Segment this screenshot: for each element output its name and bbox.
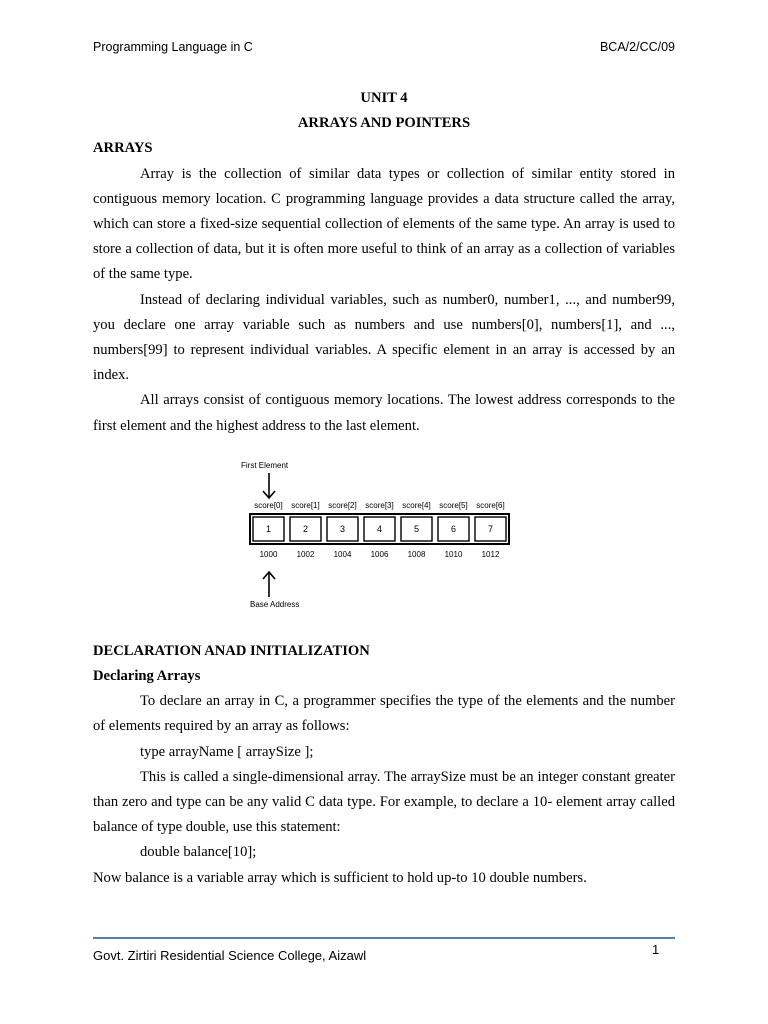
array-cell-address: 1000 (259, 549, 278, 559)
first-element-label: First Element (241, 460, 289, 470)
code-line-balance: double balance[10]; (140, 844, 257, 861)
declaring-paragraph-3: Now balance is a variable array which is sufficient to hold up-to 10 double numbers. (93, 869, 587, 886)
page-number: 1 (652, 942, 660, 957)
array-cell-value: 5 (413, 523, 420, 534)
header-course-title: Programming Language in C (93, 40, 253, 54)
footer-divider (93, 937, 675, 939)
unit-subtitle: ARRAYS AND POINTERS (297, 115, 471, 132)
arrays-paragraph-1: Array is the collection of similar data types or collection of similar entity stored in contiguous memory location. C programming language provides a data structure called the array, which can store a fixed-size sequential collection of elements of the same type. An array is used to store a collection of data, but it is often more useful to think of an array as a collection of variables of the same type. (93, 165, 675, 283)
header-course-code: BCA/2/CC/09 (599, 40, 675, 54)
array-cell-address: 1008 (407, 549, 426, 559)
array-cell-index: score[5] (439, 500, 468, 510)
arrays-paragraph-2: Instead of declaring individual variables, such as number0, number1, ..., and number99, you declare one array variable such as numbers and use numbers[0], numbers[1], and ..., numbers[99] to represent individual variables. A specific element in an array is accessed by an index. (93, 291, 675, 384)
arrays-heading: ARRAYS (93, 140, 153, 157)
declaring-paragraph-2: This is called a single-dimensional array. The arraySize must be an integer constant greater than zero and type can be any valid C data type. For example, to declare a 10- element array called balance of type double, use this statement: (93, 768, 675, 836)
code-line-declaration: type arrayName [ arraySize ]; (140, 743, 314, 760)
array-cells (250, 501, 509, 559)
page-content (93, 86, 675, 891)
array-cell-index: score[6] (476, 500, 505, 510)
array-cell-address: 1010 (444, 549, 463, 559)
array-cell-value: 3 (339, 523, 346, 534)
array-cell-value: 6 (450, 523, 457, 534)
array-cell-index: score[3] (365, 500, 394, 510)
page-header (93, 40, 675, 54)
array-cell-index: score[0] (254, 500, 283, 510)
array-cell-value: 1 (265, 523, 272, 534)
array-memory-svg (236, 445, 536, 625)
array-cell-address: 1006 (370, 549, 389, 559)
array-cell-address: 1002 (296, 549, 315, 559)
array-cell-value: 4 (376, 523, 383, 534)
declaring-arrays-subheading: Declaring Arrays (93, 668, 201, 685)
unit-title: UNIT 4 (360, 90, 408, 106)
declaration-heading: DECLARATION ANAD INITIALIZATION (93, 642, 370, 659)
array-cell-value: 7 (487, 523, 494, 534)
array-memory-diagram (93, 439, 675, 639)
arrays-paragraph-3: All arrays consist of contiguous memory locations. The lowest address corresponds to the first element and the highest address to the last element. (93, 392, 675, 434)
base-address-label: Base Address (250, 599, 300, 609)
array-cell-value: 2 (302, 523, 309, 534)
footer-college-name: Govt. Zirtiri Residential Science College, Aizawl (93, 948, 367, 963)
declaring-paragraph-1: To declare an array in C, a programmer specifies the type of the elements and the number of elements required by an array as follows: (93, 693, 675, 735)
array-cell-address: 1012 (481, 549, 500, 559)
array-cell-index: score[2] (328, 500, 357, 510)
array-cell-index: score[1] (291, 500, 320, 510)
array-cell-index: score[4] (402, 500, 431, 510)
array-cell-address: 1004 (333, 549, 352, 559)
